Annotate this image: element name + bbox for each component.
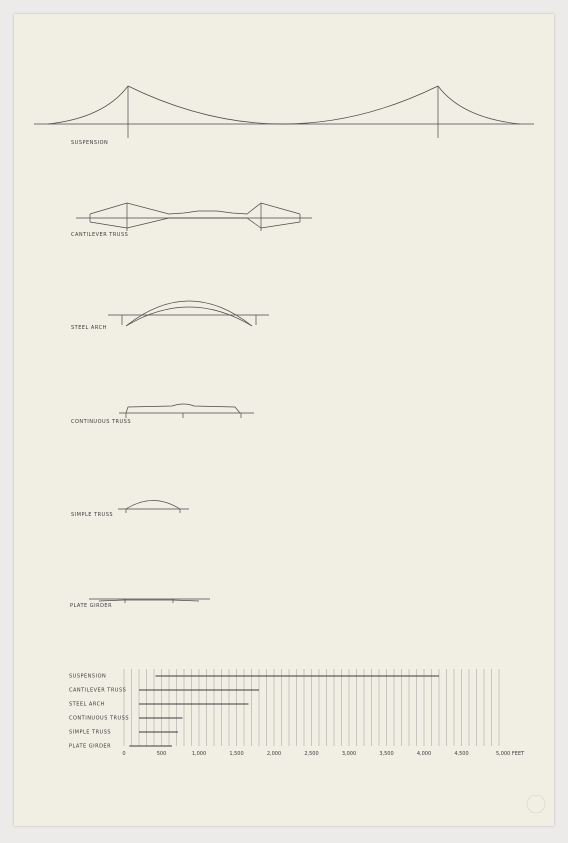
chart-category-label: CONTINUOUS TRUSS [69,715,129,722]
steel-arch-inner [126,307,252,326]
plate-girder-beam [99,600,199,601]
label-continuous: CONTINUOUS TRUSS [71,419,131,425]
simple-truss-drawing [118,501,189,514]
chart-tick-label: 1,500 [229,751,244,757]
cantilever-top-chord [90,203,300,214]
label-plate: PLATE GIRDER [70,603,113,609]
chart-category-label: SUSPENSION [69,673,107,680]
chart-tick-label: 2,500 [304,751,319,757]
chart-tick-label: 5,000 FEET [496,751,525,757]
drawing-sheet [14,14,554,826]
chart-tick-label: 0 [122,751,126,757]
stamp-mark [527,795,545,813]
chart-tick-label: 500 [156,751,167,757]
chart-category-label: CANTILEVER TRUSS [69,687,127,694]
suspension-cable-main [128,86,438,124]
suspension-bridge-drawing [34,86,534,138]
chart-tick-label: 3,000 [341,751,357,757]
cantilever-bottom-chord [90,218,300,228]
chart-grid [124,669,499,746]
chart-category-labels [69,674,129,750]
chart-tick-label: 2,000 [266,751,282,757]
simple-top-chord [126,501,180,510]
chart-category-label: STEEL ARCH [69,701,105,708]
bridge-drawings [14,14,554,826]
span-length-chart [69,669,525,757]
chart-category-label: SIMPLE TRUSS [69,729,112,736]
chart-tick-label: 3,500 [379,751,394,757]
chart-tick-label: 4,500 [454,751,469,757]
chart-tick-labels [122,751,525,757]
chart-category-label: PLATE GIRDER [69,743,112,750]
label-suspension: SUSPENSION [71,140,109,146]
suspension-cable-right [438,86,520,124]
chart-bars [129,676,439,746]
label-simple: SIMPLE TRUSS [71,512,114,518]
suspension-cable-left [48,86,128,124]
label-steel-arch: STEEL ARCH [71,325,107,331]
label-cantilever: CANTILEVER TRUSS [71,232,129,238]
cantilever-truss-drawing [76,203,312,231]
continuous-truss-drawing [119,404,254,418]
steel-arch-drawing [108,301,269,326]
continuous-top-chord [126,404,240,413]
chart-tick-label: 4,000 [416,751,432,757]
chart-tick-label: 1,000 [191,751,207,757]
steel-arch-outer [126,301,252,326]
